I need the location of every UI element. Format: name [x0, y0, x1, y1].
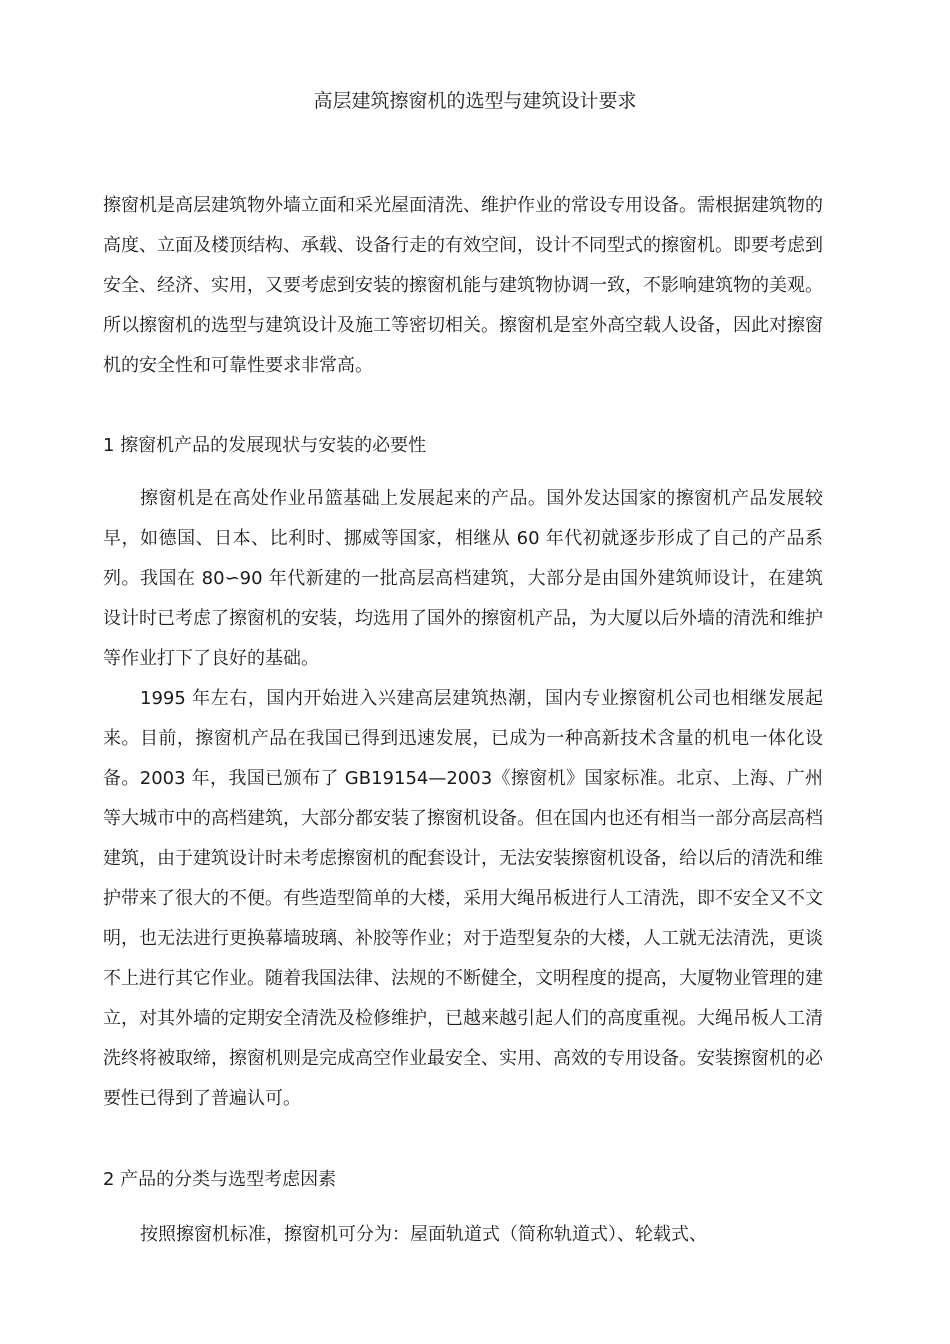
section-1-paragraph-1: 擦窗机是在高处作业吊篮基础上发展起来的产品。国外发达国家的擦窗机产品发展较早，如德国、日本、比利时、挪威等国家，相继从 60 年代初就逐步形成了自己的产品系列。我国在 80∽90 年代新建的一批高层高档建筑，大部分是由国外建筑师设计，在建筑设计时已考虑了擦窗机的安装，均选用了国外的擦窗机产品，为大厦以后外墙的清洗和维护等作业打下了良好的基础。 [103, 488, 823, 669]
section-2-paragraph-1: 按照擦窗机标准，擦窗机可分为：屋面轨道式（简称轨道式）、轮载式、 [140, 1224, 707, 1245]
intro-paragraph: 擦窗机是高层建筑物外墙立面和采光屋面清洗、维护作业的常设专用设备。需根据建筑物的高度、立面及楼顶结构、承载、设备行走的有效空间，设计不同型式的擦窗机。即要考虑到安全、经济、实用，又要考虑到安装的擦窗机能与建筑物协调一致，不影响建筑物的美观。所以擦窗机的选型与建筑设计及施工等密切相关。擦窗机是室外高空载人设备，因此对擦窗机的安全性和可靠性要求非常高。 [103, 195, 823, 376]
document-title: 高层建筑擦窗机的选型与建筑设计要求 [313, 90, 637, 112]
section-2-heading: 2 产品的分类与选型考虑因素 [103, 1169, 337, 1190]
section-1-paragraph-2: 1995 年左右，国内开始进入兴建高层建筑热潮，国内专业擦窗机公司也相继发展起来。目前，擦窗机产品在我国已得到迅速发展，已成为一种高新技术含量的机电一体化设备。2003 年，我国已颁布了 GB19154—2003《擦窗机》国家标准。北京、上海、广州等大城市中的高档建筑，大部分都安装了擦窗机设备。但在国内也还有相当一部分高层高档建筑，由于建筑设计时未考虑擦窗机的配套设计，无法安装擦窗机设备，给以后的清洗和维护带来了很大的不便。有些造型简单的大楼，采用大绳吊板进行人工清洗，即不安全又不文明，也无法进行更换幕墙玻璃、补胶等作业；对于造型复杂的大楼，人工就无法清洗，更谈不上进行其它作业。随着我国法律、法规的不断健全，文明程度的提高，大厦物业管理的建立，对其外墙的定期安全清洗及检修维护，已越来越引起人们的高度重视。大绳吊板人工清洗终将被取缔，擦窗机则是完成高空作业最安全、实用、高效的专用设备。安装擦窗机的必要性已得到了普遍认可。 [103, 688, 823, 1109]
section-1-heading: 1 擦窗机产品的发展现状与安装的必要性 [103, 435, 427, 456]
